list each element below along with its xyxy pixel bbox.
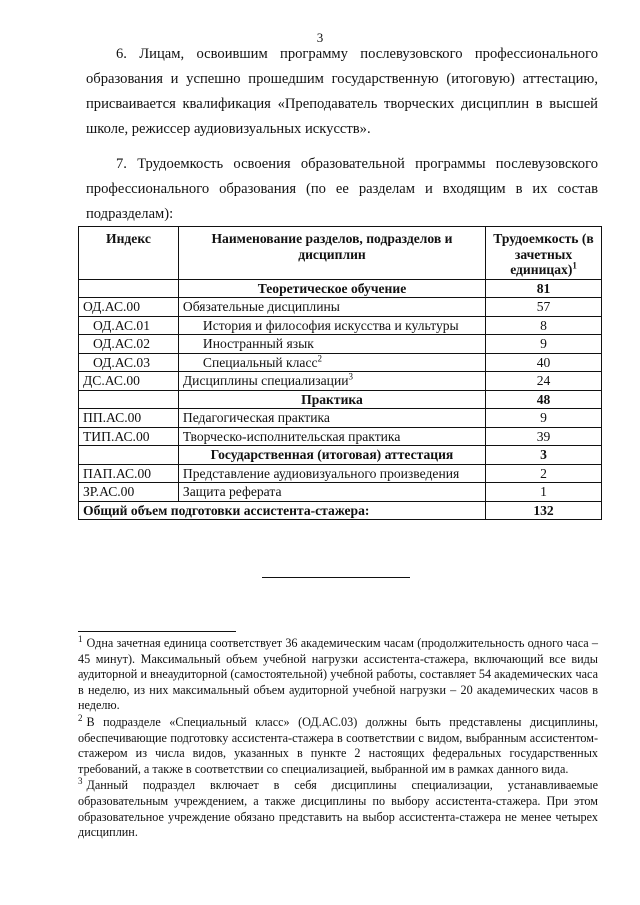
total-label: Общий объем подготовки ассистента-стажера: [79, 501, 486, 520]
row-value: 9 [486, 335, 602, 354]
section-attestation-value: 3 [486, 446, 602, 465]
header-credits [486, 227, 602, 280]
row-value: 39 [486, 427, 602, 446]
table-section-row [79, 390, 602, 409]
section-practice-name: Практика [178, 390, 485, 409]
row-name: Творческо-исполнительская практика [178, 427, 485, 446]
footnote [78, 778, 598, 840]
table-row [79, 483, 602, 502]
row-value: 8 [486, 316, 602, 335]
row-index: ЗР.АС.00 [79, 483, 179, 502]
footnote-text: Данный подраздел включает в себя дисциплины специализации, устанавливаемые образовательным учреждением, а также дисциплины по выбору ассистента-стажера. При этом образовательное учреждение обязано представить на выбор ассистента-стажера не менее четырех дисциплин. [78, 778, 598, 840]
row-name [178, 353, 485, 372]
page-number: 3 [316, 30, 324, 45]
row-name [178, 372, 485, 391]
row-index: ПП.АС.00 [79, 409, 179, 428]
row-name: Защита реферата [178, 483, 485, 502]
footnote-mark: 3 [348, 371, 353, 382]
row-index: ОД.АС.02 [79, 335, 179, 354]
row-name: История и философия искусства и культуры [178, 316, 485, 335]
table-row [79, 372, 602, 391]
row-value: 9 [486, 409, 602, 428]
row-name-text: Специальный класс [202, 354, 318, 370]
row-name: Иностранный язык [178, 335, 485, 354]
credits-table [78, 226, 602, 520]
table-row [79, 335, 602, 354]
footnotes [78, 633, 598, 841]
header-name: Наименование разделов, подразделов и дисциплин [178, 227, 485, 280]
table-section-row [79, 446, 602, 465]
footnote-number: 3 [78, 776, 83, 787]
separator-rule [262, 577, 410, 578]
row-name: Представление аудиовизуального произведения [178, 464, 485, 483]
footnote-number: 1 [78, 633, 83, 644]
table-header-row [79, 227, 602, 280]
table-row [79, 409, 602, 428]
paragraph-7: 7. Трудоемкость освоения образовательной программы послевузовского профессионального образования (по ее разделам и входящим в их состав подразделам): [86, 156, 598, 222]
table-row [79, 427, 602, 446]
row-name: Педагогическая практика [178, 409, 485, 428]
table-section-row [79, 279, 602, 298]
table-row [79, 464, 602, 483]
table-row [79, 316, 602, 335]
footnote-number: 2 [78, 712, 83, 723]
table-row [79, 298, 602, 317]
footnote [78, 633, 598, 714]
paragraph-6: 6. Лицам, освоившим программу послевузовского профессионального образования и успешно прошедшим государственную (итоговую) аттестацию, присваивается квалификация «Преподаватель творческих дисциплин в высшей школе, режиссер аудиовизуальных искусств». [86, 46, 598, 137]
row-name: Обязательные дисциплины [178, 298, 485, 317]
row-index: ТИП.АС.00 [79, 427, 179, 446]
table-total-row [79, 501, 602, 520]
footnote-mark: 1 [572, 260, 577, 271]
section-theory-value: 81 [486, 279, 602, 298]
header-index: Индекс [79, 227, 179, 280]
footnote-text: В подразделе «Специальный класс» (ОД.АС.03) должны быть представлены дисциплины, обеспечивающие подготовку ассистента-стажера в соответствии с видом, выбранным ассистентом-стажером из числа видов, указанных в пункте 2 настоящих федеральных государственных требований, а также в соответствии со специализацией, выбранной им в рамках данного вида. [78, 714, 598, 776]
footnote [78, 712, 598, 777]
row-value: 40 [486, 353, 602, 372]
footnote-rule [78, 631, 236, 632]
footnote-text: Одна зачетная единица соответствует 36 академическим часам (продолжительность одного часа – 45 минут). Максимальный объем учебной нагрузки ассистента-стажера, включающий все виды аудиторной и внеаудиторной (самостоятельной) учебной работы, составляет 54 академических часа в неделю, из них максимальный объем аудиторной учебной нагрузки – 20 академических часов в неделю. [78, 636, 598, 713]
row-name-text: Дисциплины специализации [182, 373, 349, 388]
total-value: 132 [486, 501, 602, 520]
header-credits-label: Трудоемкость (в зачетных единицах) [493, 231, 594, 277]
row-index: ПАП.АС.00 [79, 464, 179, 483]
section-attestation-name: Государственная (итоговая) аттестация [178, 446, 485, 465]
row-value: 2 [486, 464, 602, 483]
footnote-mark: 2 [317, 352, 323, 363]
section-theory-name: Теоретическое обучение [178, 279, 485, 298]
section-practice-value: 48 [486, 390, 602, 409]
row-index: ДС.АС.00 [79, 372, 179, 391]
row-index: ОД.АС.00 [79, 298, 179, 317]
row-value: 1 [486, 483, 602, 502]
table-row [79, 353, 602, 372]
row-value: 57 [486, 298, 602, 317]
row-index: ОД.АС.01 [79, 316, 179, 335]
row-value: 24 [486, 372, 602, 391]
row-index: ОД.АС.03 [79, 353, 179, 372]
